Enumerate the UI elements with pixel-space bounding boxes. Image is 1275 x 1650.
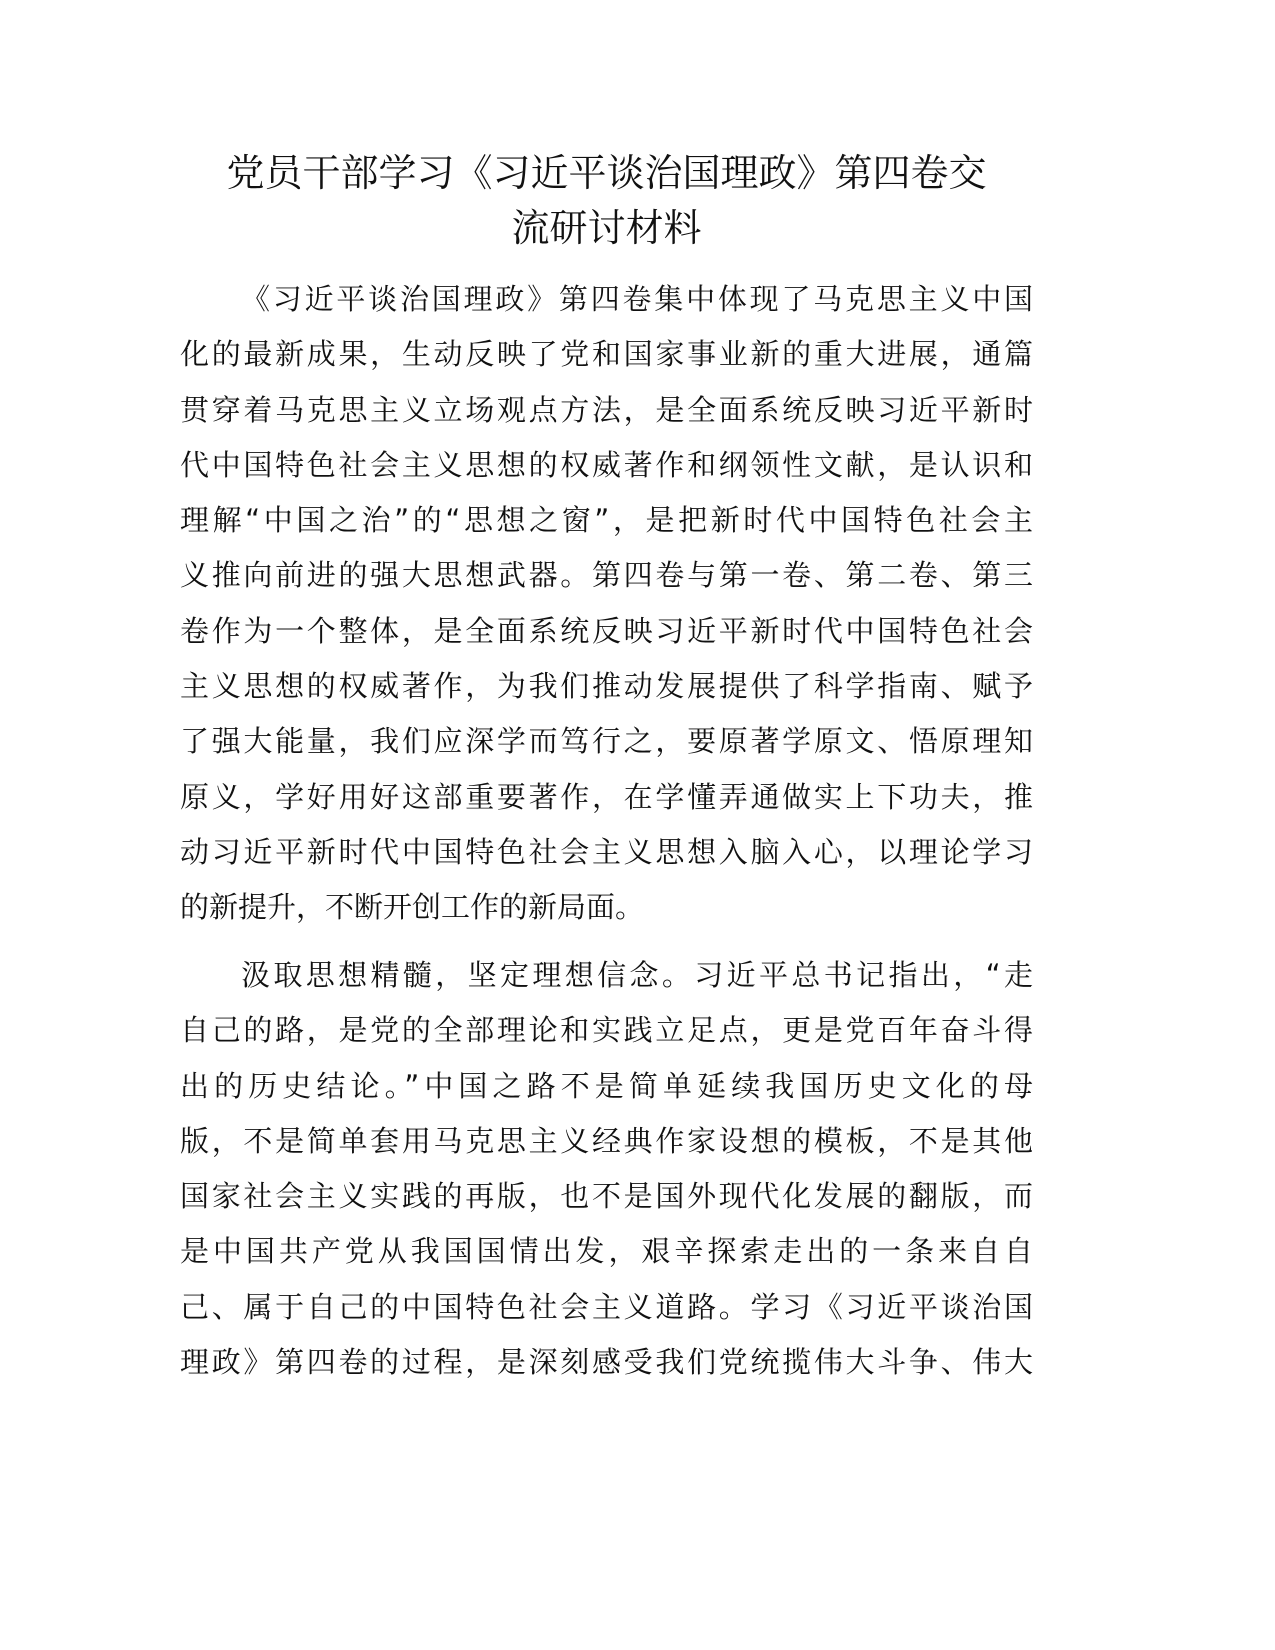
text-line: 原义，学好用好这部重要著作，在学懂弄通做实上下功夫，推 (180, 779, 1033, 814)
text-line: 卷作为一个整体，是全面系统反映习近平新时代中国特色社会 (180, 613, 1033, 648)
text-line: 是中国共产党从我国国情出发，艰辛探索走出的一条来自自 (180, 1234, 1033, 1269)
text-line: 版，不是简单套用马克思主义经典作家设想的模板，不是其他 (180, 1123, 1033, 1158)
text-line: 国家社会主义实践的再版，也不是国外现代化发展的翻版，而 (180, 1179, 1033, 1214)
text-line: 汲取思想精髓，坚定理想信念。习近平总书记指出，“走 (241, 958, 1033, 992)
text-line: 代中国特色社会主义思想的权威著作和纲领性文献，是认识和 (180, 447, 1033, 482)
text-line: 理政》第四卷的过程，是深刻感受我们党统揽伟大斗争、伟大 (180, 1345, 1033, 1380)
text-line: 了强大能量，我们应深学而笃行之，要原著学原文、悟原理知 (180, 724, 1033, 759)
text-line: 的新提升，不断开创工作的新局面。 (180, 890, 645, 925)
text-line: 化的最新成果，生动反映了党和国家事业新的重大进展，通篇 (180, 337, 1033, 372)
text-line: 《习近平谈治国理政》第四卷集中体现了马克思主义中国 (241, 282, 1033, 316)
document-title (180, 146, 1033, 256)
text-line: 理解“中国之治”的“思想之窗”，是把新时代中国特色社会主 (180, 503, 1033, 538)
text-line: 主义思想的权威著作，为我们推动发展提供了科学指南、赋予 (180, 669, 1033, 704)
title-line: 流研讨材料 (511, 206, 702, 250)
text-line: 出的历史结论。”中国之路不是简单延续我国历史文化的母 (180, 1068, 1033, 1103)
text-line: 己、属于自己的中国特色社会主义道路。学习《习近平谈治国 (180, 1289, 1033, 1324)
title-line: 党员干部学习《习近平谈治国理政》第四卷交 (226, 151, 987, 195)
text-line: 自己的路，是党的全部理论和实践立足点，更是党百年奋斗得 (180, 1013, 1033, 1048)
text-line: 贯穿着马克思主义立场观点方法，是全面系统反映习近平新时 (180, 392, 1033, 427)
paragraph-intro (180, 272, 1033, 936)
paragraph-section-1 (180, 948, 1033, 1390)
text-line: 动习近平新时代中国特色社会主义思想入脑入心，以理论学习 (180, 834, 1033, 869)
text-line: 义推向前进的强大思想武器。第四卷与第一卷、第二卷、第三 (180, 558, 1033, 593)
